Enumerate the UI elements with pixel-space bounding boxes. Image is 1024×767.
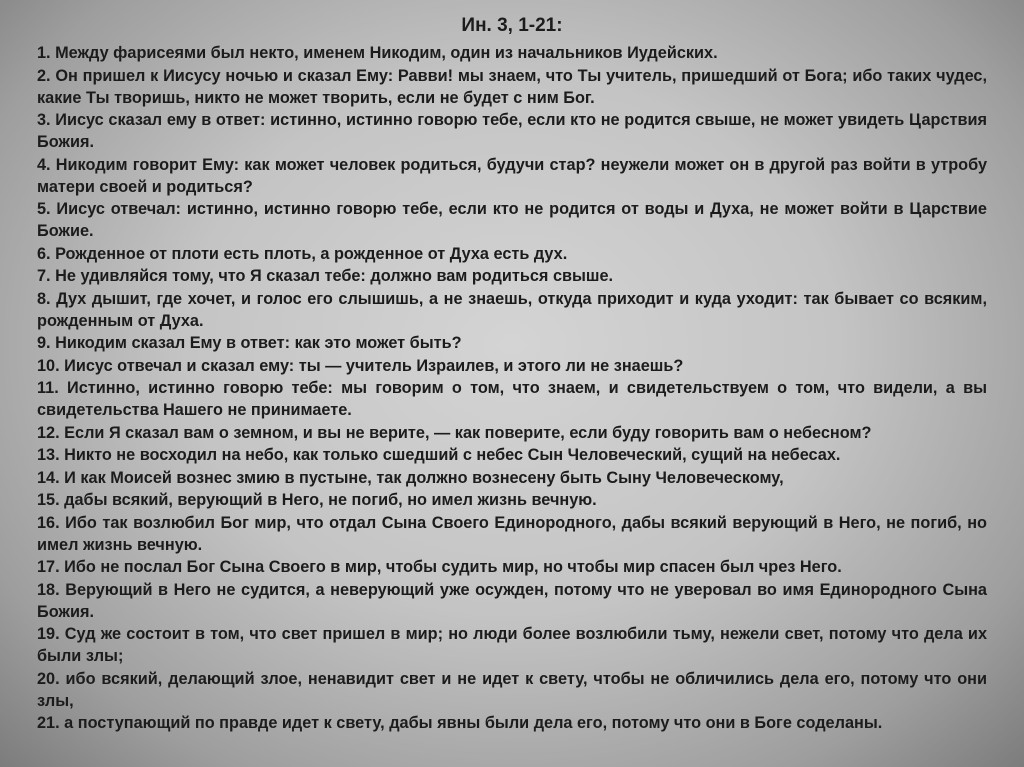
verse-16: 16. Ибо так возлюбил Бог мир, что отдал Сына Своего Единородного, дабы всякий верующий в Него, не погиб, но имел жизнь вечную. — [37, 513, 987, 554]
verse-10: 10. Иисус отвечал и сказал ему: ты — учитель Израилев, и этого ли не знаешь? — [37, 356, 684, 375]
verse-18: 18. Верующий в Него не судится, а неверующий уже осужден, потому что не уверовал во имя Единородного Сына Божия. — [37, 580, 987, 621]
verse-2: 2. Он пришел к Иисусу ночью и сказал Ему: Равви! мы знаем, что Ты учитель, пришедший от Бога; ибо таких чудес, какие Ты творишь, никто не может творить, если не будет с ним Бог. — [37, 66, 987, 107]
verse-15: 15. дабы всякий, верующий в Него, не погиб, но имел жизнь вечную. — [37, 491, 597, 509]
verse-11: 11. Истинно, истинно говорю тебе: мы говорим о том, что знаем, и свидетельствуем о том, что видели, а вы свидетельства Нашего не принимаете. — [37, 379, 987, 419]
verse-14: 14. И как Моисей вознес змию в пустыне, так должно вознесену быть Сыну Человеческому, — [37, 468, 784, 487]
verse-5: 5. Иисус отвечал: истинно, истинно говорю тебе, если кто не родится от воды и Духа, не может войти в Царствие Божие. — [37, 200, 987, 240]
verse-6: 6. Рожденное от плоти есть плоть, а рожденное от Духа есть дух. — [37, 244, 568, 263]
verse-20: 20. ибо всякий, делающий злое, ненавидит свет и не идет к свету, чтобы не обличились дела его, потому что они злы, — [37, 669, 987, 710]
verse-list — [37, 42, 987, 735]
verse-13: 13. Никто не восходил на небо, как только сшедший с небес Сын Человеческий, сущий на небесах. — [37, 446, 841, 464]
verse-1: 1. Между фарисеями был некто, именем Никодим, один из начальников Иудейских. — [37, 44, 718, 62]
verse-12: 12. Если Я сказал вам о земном, и вы не верите, — как поверите, если буду говорить вам о небесном? — [37, 423, 872, 442]
slide-title: Ин. 3, 1-21: — [461, 15, 563, 36]
verse-19: 19. Суд же состоит в том, что свет пришел в мир; но люди более возлюбили тьму, нежели свет, потому что дела их были злы; — [37, 625, 987, 665]
verse-4: 4. Никодим говорит Ему: как может человек родиться, будучи стар? неужели может он в другой раз войти в утробу матери своей и родиться? — [37, 155, 987, 196]
verse-8: 8. Дух дышит, где хочет, и голос его слышишь, а не знаешь, откуда приходит и куда уходит: так бывает со всяким, рожденным от Духа. — [37, 289, 987, 330]
verse-9: 9. Никодим сказал Ему в ответ: как это может быть? — [37, 334, 462, 352]
verse-7: 7. Не удивляйся тому, что Я сказал тебе: должно вам родиться свыше. — [37, 267, 614, 285]
verse-17: 17. Ибо не послал Бог Сына Своего в мир, чтобы судить мир, но чтобы мир спасен был чрез Него. — [37, 558, 842, 576]
verse-21: 21. а поступающий по правде идет к свету, дабы явны были дела его, потому что они в Боге соделаны. — [37, 714, 883, 732]
verse-3: 3. Иисус сказал ему в ответ: истинно, истинно говорю тебе, если кто не родится свыше, не может увидеть Царствия Божия. — [37, 111, 987, 151]
